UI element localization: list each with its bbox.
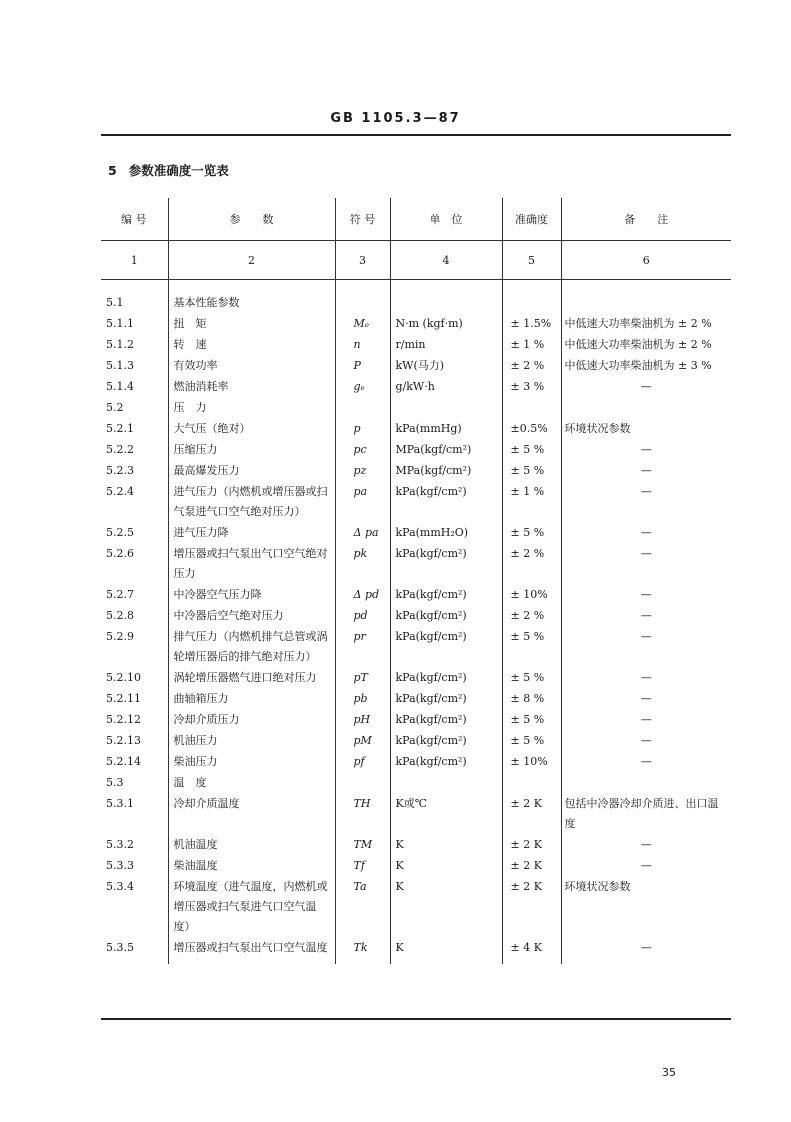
table-row [101, 439, 731, 460]
row-note: — [561, 522, 731, 543]
row-accuracy: ± 5 % [502, 460, 561, 481]
footer-rule [101, 1018, 731, 1020]
row-unit: K [390, 937, 502, 964]
row-number: 5.1.4 [106, 380, 134, 393]
row-unit: kW(马力) [390, 355, 502, 376]
row-accuracy: ± 2 % [502, 355, 561, 376]
row-unit: kPa(kgf/cm²) [390, 751, 502, 772]
row-note: — [561, 376, 731, 397]
row-note: — [561, 937, 731, 964]
row-symbol: pk [335, 543, 390, 584]
row-accuracy: ± 1 % [502, 334, 561, 355]
row-accuracy: ± 5 % [502, 439, 561, 460]
row-note [561, 397, 731, 418]
row-parameter: 中冷器空气压力降 [168, 584, 335, 605]
row-symbol [335, 397, 390, 418]
row-number: 5.1 [106, 296, 124, 309]
column-index: 5 [502, 241, 561, 280]
row-unit: MPa(kgf/cm²) [390, 460, 502, 481]
row-unit: kPa(kgf/cm²) [390, 481, 502, 522]
row-number: 5.2.13 [106, 734, 141, 747]
page-number: 35 [662, 1066, 676, 1079]
row-symbol: pH [335, 709, 390, 730]
row-parameter: 扭 矩 [168, 313, 335, 334]
table-row [101, 730, 731, 751]
row-number: 5.2.6 [106, 547, 134, 560]
row-symbol: Mₑ [335, 313, 390, 334]
table-row [101, 481, 731, 522]
row-number: 5.2.8 [106, 609, 134, 622]
row-number: 5.2.10 [106, 671, 141, 684]
table-header-row [101, 198, 731, 241]
row-accuracy: ±0.5% [502, 418, 561, 439]
table-row [101, 397, 731, 418]
row-unit: kPa(mmHg) [390, 418, 502, 439]
header-accuracy: 准确度 [502, 198, 561, 241]
row-unit [390, 397, 502, 418]
table-row [101, 543, 731, 584]
row-note: — [561, 730, 731, 751]
row-note: — [561, 855, 731, 876]
row-number: 5.3.1 [106, 797, 134, 810]
standard-code: GB 1105.3—87 [330, 111, 461, 126]
row-symbol [335, 292, 390, 313]
table-row [101, 334, 731, 355]
row-accuracy: ± 2 % [502, 605, 561, 626]
table-row [101, 376, 731, 397]
row-symbol: P [335, 355, 390, 376]
row-unit [390, 772, 502, 793]
row-accuracy: ± 4 K [502, 937, 561, 964]
header-symbol: 符 号 [335, 198, 390, 241]
row-accuracy: ± 5 % [502, 709, 561, 730]
row-note: — [561, 667, 731, 688]
row-parameter: 冷却介质压力 [168, 709, 335, 730]
table-row [101, 584, 731, 605]
row-parameter: 进气压力（内燃机或增压器或扫气泵进气口空气绝对压力） [168, 481, 335, 522]
row-parameter: 柴油温度 [168, 855, 335, 876]
row-accuracy: ± 5 % [502, 667, 561, 688]
row-accuracy: ± 1.5% [502, 313, 561, 334]
row-accuracy: ± 10% [502, 584, 561, 605]
row-parameter: 进气压力降 [168, 522, 335, 543]
row-number: 5.2.5 [106, 526, 134, 539]
table-row [101, 709, 731, 730]
header-number: 编 号 [101, 198, 168, 241]
table-row [101, 418, 731, 439]
row-unit: kPa(mmH₂O) [390, 522, 502, 543]
row-symbol: Ta [335, 876, 390, 937]
row-symbol: Δ pd [335, 584, 390, 605]
row-parameter: 机油压力 [168, 730, 335, 751]
row-symbol: n [335, 334, 390, 355]
row-parameter: 柴油压力 [168, 751, 335, 772]
table-row [101, 605, 731, 626]
row-parameter: 冷却介质温度 [168, 793, 335, 834]
row-parameter: 基本性能参数 [168, 292, 335, 313]
row-number: 5.1.2 [106, 338, 134, 351]
table-row [101, 688, 731, 709]
row-parameter: 环境温度（进气温度，内燃机或增压器或扫气泵进气口空气温度） [168, 876, 335, 937]
row-number: 5.3.5 [106, 941, 134, 954]
row-note: 中低速大功率柴油机为 ± 2 % [561, 313, 731, 334]
row-unit: K [390, 876, 502, 937]
row-unit: g/kW·h [390, 376, 502, 397]
row-parameter: 压 力 [168, 397, 335, 418]
column-index-row [101, 241, 731, 280]
row-accuracy: ± 3 % [502, 376, 561, 397]
section-heading [108, 161, 229, 179]
row-note [561, 772, 731, 793]
row-unit: K [390, 855, 502, 876]
parameter-accuracy-table [101, 198, 731, 964]
row-number: 5.1.3 [106, 359, 134, 372]
table-spacer [101, 280, 731, 293]
row-unit: kPa(kgf/cm²) [390, 709, 502, 730]
row-parameter: 曲轴箱压力 [168, 688, 335, 709]
row-parameter: 涡轮增压器燃气进口绝对压力 [168, 667, 335, 688]
table-row [101, 355, 731, 376]
row-unit: kPa(kgf/cm²) [390, 543, 502, 584]
row-parameter: 大气压（绝对） [168, 418, 335, 439]
row-symbol: Tk [335, 937, 390, 964]
row-note: — [561, 751, 731, 772]
row-parameter: 增压器或扫气泵出气口空气绝对压力 [168, 543, 335, 584]
row-accuracy [502, 292, 561, 313]
row-number: 5.2.2 [106, 443, 134, 456]
row-note: — [561, 481, 731, 522]
header-unit: 单 位 [390, 198, 502, 241]
row-note: — [561, 834, 731, 855]
column-index: 4 [390, 241, 502, 280]
table-row [101, 751, 731, 772]
row-symbol: Δ pa [335, 522, 390, 543]
row-note: 中低速大功率柴油机为 ± 3 % [561, 355, 731, 376]
row-accuracy: ± 2 % [502, 543, 561, 584]
table-row [101, 876, 731, 937]
row-symbol: pM [335, 730, 390, 751]
table-row [101, 793, 731, 834]
row-unit: K或℃ [390, 793, 502, 834]
row-number: 5.2.7 [106, 588, 134, 601]
row-note [561, 292, 731, 313]
table-row [101, 460, 731, 481]
row-symbol: TH [335, 793, 390, 834]
row-unit: kPa(kgf/cm²) [390, 626, 502, 667]
header-note: 备 注 [561, 198, 731, 241]
row-parameter: 有效功率 [168, 355, 335, 376]
row-unit: kPa(kgf/cm²) [390, 584, 502, 605]
row-parameter: 燃油消耗率 [168, 376, 335, 397]
row-number: 5.2 [106, 401, 124, 414]
row-note: 中低速大功率柴油机为 ± 2 % [561, 334, 731, 355]
row-number: 5.2.3 [106, 464, 134, 477]
row-number: 5.3.2 [106, 838, 134, 851]
row-parameter: 温 度 [168, 772, 335, 793]
row-number: 5.2.9 [106, 630, 134, 643]
row-note: 环境状况参数 [561, 418, 731, 439]
row-accuracy: ± 1 % [502, 481, 561, 522]
row-symbol: pf [335, 751, 390, 772]
row-note: — [561, 543, 731, 584]
table-row [101, 667, 731, 688]
row-symbol: Tf [335, 855, 390, 876]
row-unit: r/min [390, 334, 502, 355]
row-number: 5.3.3 [106, 859, 134, 872]
row-unit: kPa(kgf/cm²) [390, 688, 502, 709]
row-accuracy: ± 2 K [502, 855, 561, 876]
row-parameter: 排气压力（内燃机排气总管或涡轮增压器后的排气绝对压力） [168, 626, 335, 667]
table-row [101, 937, 731, 964]
row-accuracy: ± 2 K [502, 834, 561, 855]
row-note: — [561, 688, 731, 709]
column-index: 3 [335, 241, 390, 280]
row-note: — [561, 626, 731, 667]
row-number: 5.2.11 [106, 692, 141, 705]
row-unit: kPa(kgf/cm²) [390, 605, 502, 626]
row-unit: K [390, 834, 502, 855]
header-rule [101, 134, 731, 136]
table-row [101, 855, 731, 876]
row-unit: N·m (kgf·m) [390, 313, 502, 334]
row-note: — [561, 584, 731, 605]
row-accuracy: ± 5 % [502, 626, 561, 667]
row-note: 环境状况参数 [561, 876, 731, 937]
row-note: 包括中冷器冷却介质进、出口温度 [561, 793, 731, 834]
row-parameter: 转 速 [168, 334, 335, 355]
row-unit: kPa(kgf/cm²) [390, 730, 502, 751]
row-symbol: pa [335, 481, 390, 522]
row-symbol: pb [335, 688, 390, 709]
column-index: 2 [168, 241, 335, 280]
row-accuracy: ± 5 % [502, 730, 561, 751]
row-symbol: pT [335, 667, 390, 688]
table-row [101, 313, 731, 334]
row-number: 5.3.4 [106, 880, 134, 893]
row-symbol: pr [335, 626, 390, 667]
row-number: 5.2.4 [106, 485, 134, 498]
row-note: — [561, 460, 731, 481]
row-unit: kPa(kgf/cm²) [390, 667, 502, 688]
row-parameter: 增压器或扫气泵出气口空气温度 [168, 937, 335, 964]
row-parameter: 最高爆发压力 [168, 460, 335, 481]
row-accuracy: ± 2 K [502, 793, 561, 834]
row-unit [390, 292, 502, 313]
row-accuracy [502, 397, 561, 418]
row-note: — [561, 605, 731, 626]
section-number: 5 [108, 163, 117, 178]
row-note: — [561, 439, 731, 460]
row-accuracy: ± 2 K [502, 876, 561, 937]
row-number: 5.2.12 [106, 713, 141, 726]
row-accuracy: ± 8 % [502, 688, 561, 709]
row-symbol: gₑ [335, 376, 390, 397]
row-accuracy: ± 5 % [502, 522, 561, 543]
table-row [101, 772, 731, 793]
row-accuracy [502, 772, 561, 793]
row-symbol: pc [335, 439, 390, 460]
row-number: 5.2.1 [106, 422, 134, 435]
row-symbol: pd [335, 605, 390, 626]
row-number: 5.2.14 [106, 755, 141, 768]
table-row [101, 292, 731, 313]
header-parameter: 参 数 [168, 198, 335, 241]
row-symbol: p [335, 418, 390, 439]
row-unit: MPa(kgf/cm²) [390, 439, 502, 460]
table-row [101, 834, 731, 855]
column-index: 6 [561, 241, 731, 280]
row-note: — [561, 709, 731, 730]
row-symbol: pz [335, 460, 390, 481]
row-symbol [335, 772, 390, 793]
row-accuracy: ± 10% [502, 751, 561, 772]
row-parameter: 压缩压力 [168, 439, 335, 460]
table-row [101, 626, 731, 667]
row-number: 5.1.1 [106, 317, 134, 330]
section-title: 参数准确度一览表 [128, 163, 229, 178]
row-number: 5.3 [106, 776, 124, 789]
row-parameter: 机油温度 [168, 834, 335, 855]
table-row [101, 522, 731, 543]
column-index: 1 [101, 241, 168, 280]
row-symbol: TM [335, 834, 390, 855]
row-parameter: 中冷器后空气绝对压力 [168, 605, 335, 626]
